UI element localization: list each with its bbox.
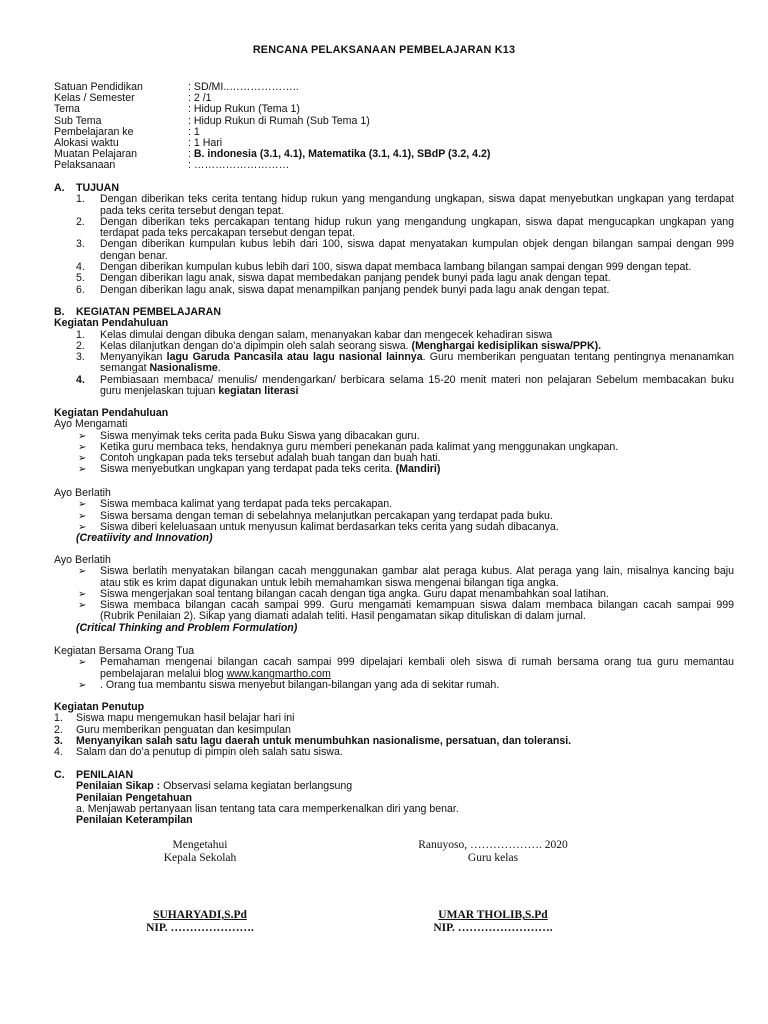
info-label: Satuan Pendidikan [54,81,143,93]
list-item: 5. Dengan diberikan lagu anak, siswa dapat membedakan panjang pendek bunyi pada lagu anak dengan tepat. [76,272,611,285]
list-item: ➢ Siswa mengerjakan soal tentang bilangan cacah dengan tiga angka. Guru dapat menambahkan soal latihan. [78,587,609,600]
section-penilaian [54,770,734,826]
signature-right-role: Guru kelas [467,852,519,864]
list-item: ➢ Siswa menyimak teks cerita pada Buku Siswa yang dibacakan guru. [78,429,420,442]
list-item: 1. Dengan diberikan teks cerita tentang hidup rukun yang mengandung ungkapan, siswa dapat menyebutkan ungkapan yang terdapat pada teks cerita tersebut dengan tepat. [76,193,734,217]
list-item: ➢ . Orang tua membantu siswa menyebut bilangan-bilangan yang ada di sekitar rumah. [78,678,500,691]
section-kegiatan [54,307,734,397]
list-item: ➢ Siswa bersama dengan teman di sebelahnya melanjutkan percakapan yang terdapat pada buku. [78,509,553,522]
info-label: Pelaksanaan [54,159,116,172]
penilaian-pengetahuan-text: a. Menjawab pertanyaan lisan tentang tata cara memperkenalkan diri yang benar. [76,802,459,815]
info-value: : 1 [188,125,200,138]
info-row [54,116,734,127]
info-value: : 2 /1 [188,92,212,105]
signature-right-place-date: Ranuyoso, ………………. 2020 [418,839,568,851]
section-orang-tua [54,646,734,691]
signature-left [110,839,290,935]
list-item: 2. Dengan diberikan teks percakapan tentang hidup rukun yang mengandung ungkapan, siswa dapat mengucapkan ungkapan yang terdapat pada teks percakapan tersebut dengan tepat. [76,215,734,240]
skill-note: (Critical Thinking and Problem Formulation) [76,621,298,634]
section-ayo-berlatih-1 [54,488,734,544]
signature-right-nip: NIP. ……………………. [433,922,553,934]
list-item: 6. Dengan diberikan lagu anak, siswa dapat menampilkan panjang pendek bunyi pada lagu anak dengan tepat. [76,283,610,296]
signature-left-name: SUHARYADI,S.Pd [153,909,247,921]
section-kegiatan-inti [54,408,734,476]
ayo-berlatih-heading: Ayo Berlatih [54,554,111,566]
info-label: Sub Tema [54,114,102,127]
identity-block [54,82,734,172]
list-item: ➢ Ketika guru membaca teks, hendaknya guru memberi penekanan pada kalimat yang menggunakan ungkapan. [78,440,619,453]
muatan-pelajaran-value: B. indonesia (3.1, 4.1), Matematika (3.1, 4.1), SBdP (3.2, 4.2) [193,148,491,161]
section-ayo-berlatih-2 [54,555,734,634]
info-label: Kelas / Semester [54,92,135,105]
info-row [54,160,734,171]
section-heading: C. PENILAIAN [54,769,134,781]
section-heading: A. TUJUAN [54,182,119,194]
info-label: Pembelajaran ke [54,125,134,138]
document-title: RENCANA PELAKSANAAN PEMBELAJARAN K13 [252,44,516,56]
signature-right-name: UMAR THOLIB,S.Pd [438,909,548,921]
info-label: Muatan Pelajaran [54,148,138,161]
subsection-heading: Kegiatan Pendahuluan [54,317,169,330]
info-row [54,82,734,93]
list-item: ➢ Siswa membaca bilangan cacah sampai 999. Guru mengamati kemampuan siswa dalam membaca bilangan cacah sampai 999 (Rubrik Penilaian 2). Sikap yang diamati adalah teliti. Hasil pengamatan sikap dituliskan di dalam jurnal. [78,599,734,623]
info-value-prefix: : [188,148,194,161]
list-item: ➢ Siswa diberi keleluasaan untuk menyusun kalimat berdasarkan teks cerita yang sudah dibacanya. [78,520,559,533]
list-item: 2. Guru memberikan penguatan dan kesimpulan [54,723,291,736]
subsection-heading: Kegiatan Pendahuluan [54,407,169,419]
list-item: 3. Dengan diberikan kumpulan kubus lebih dari 100, siswa dapat menyatakan kumpulan objek dengan bilangan sampai dengan 999 dengan benar. [76,238,734,262]
skill-note: (Creatiivity and Innovation) [76,532,213,545]
info-value: : 1 Hari [188,136,223,149]
penilaian-keterampilan-label: Penilaian Keterampilan [76,814,193,827]
list-item: 4. Pembiasaan membaca/ menulis/ mendengarkan/ berbicara selama 15-20 menit materi non pelajaran Sebelum membacakan buku guru menjelaskan tujuan kegiatan literasi [76,373,734,398]
info-value: : SD/MI..……………….. [188,81,299,93]
info-row [54,149,734,160]
info-label: Tema [54,103,80,116]
info-row [54,104,734,115]
list-item: 3. Menyanyikan salah satu lagu daerah untuk menumbuhkan nasionalisme, persatuan, dan toleransi. [54,734,572,747]
signature-right [393,839,593,935]
section-heading: B. KEGIATAN PEMBELAJARAN [54,306,221,318]
ayo-berlatih-heading: Ayo Berlatih [54,487,111,499]
signature-left-nip: NIP. …………………. [146,922,254,934]
info-value: : ……………………… [188,159,290,172]
list-item: ➢ Pemahaman mengenai bilangan cacah sampai 999 dipelajari kembali oleh siswa di rumah bersama orang tua guru memantau pembelajaran melalui blog www.kangmartho.com [78,656,734,680]
info-row [54,93,734,104]
section-tujuan [54,183,734,296]
info-row [54,127,734,138]
list-item: ➢ Siswa berlatih menyatakan bilangan cacah menggunakan gambar alat peraga kubus. Alat peraga yang lain, misalnya kancing baju atau stik es krim dapat digunakan untuk lebih memahamkan siswa mengenai bilangan tiga angka. [78,565,734,589]
list-item: 3. Menyanyikan lagu Garuda Pancasila atau lagu nasional lainnya. Guru memberikan penguatan tentang pentingnya menanamkan semangat Nasionalisme. [76,351,734,375]
blog-link[interactable]: www.kangmartho.com [226,667,331,680]
signature-left-line1: Mengetahui [172,839,228,851]
penilaian-sikap: Penilaian Sikap : Observasi selama kegiatan berlangsung [76,780,353,793]
ayo-mengamati-heading: Ayo Mengamati [54,418,128,431]
list-item: 4. Salam dan do’a penutup di pimpin oleh salah satu siswa. [54,746,343,759]
list-item: ➢ Siswa menyebutkan ungkapan yang terdapat pada teks cerita. (Mandiri) [78,463,441,476]
list-item: 4. Dengan diberikan kumpulan kubus lebih dari 100, siswa dapat membaca lambang bilangan sampai dengan 999 dengan tepat. [76,261,692,274]
list-item: 1. Kelas dimulai dengan dibuka dengan salam, menanyakan kabar dan mengecek kehadiran siswa [76,328,553,341]
subsection-heading: Kegiatan Penutup [54,701,145,713]
info-value: : Hidup Rukun di Rumah (Sub Tema 1) [188,114,370,127]
section-penutup [54,702,734,758]
info-label: Alokasi waktu [54,136,119,149]
penilaian-pengetahuan-label: Penilaian Pengetahuan [76,791,192,804]
signature-left-role: Kepala Sekolah [163,852,237,864]
list-item: ➢ Siswa membaca kalimat yang terdapat pada teks percakapan. [78,498,393,511]
list-item: ➢ Contoh ungkapan pada teks tersebut adalah buah tangan dan buah hati. [78,452,441,465]
list-item: 2. Kelas dilanjutkan dengan do’a dipimpin oleh salah seorang siswa. (Menghargai kedisiplikan siswa/PPK). [76,339,602,352]
list-item: 1. Siswa mapu mengemukan hasil belajar hari ini [54,712,295,725]
info-value: : Hidup Rukun (Tema 1) [188,103,300,116]
orang-tua-heading: Kegiatan Bersama Orang Tua [54,645,195,657]
